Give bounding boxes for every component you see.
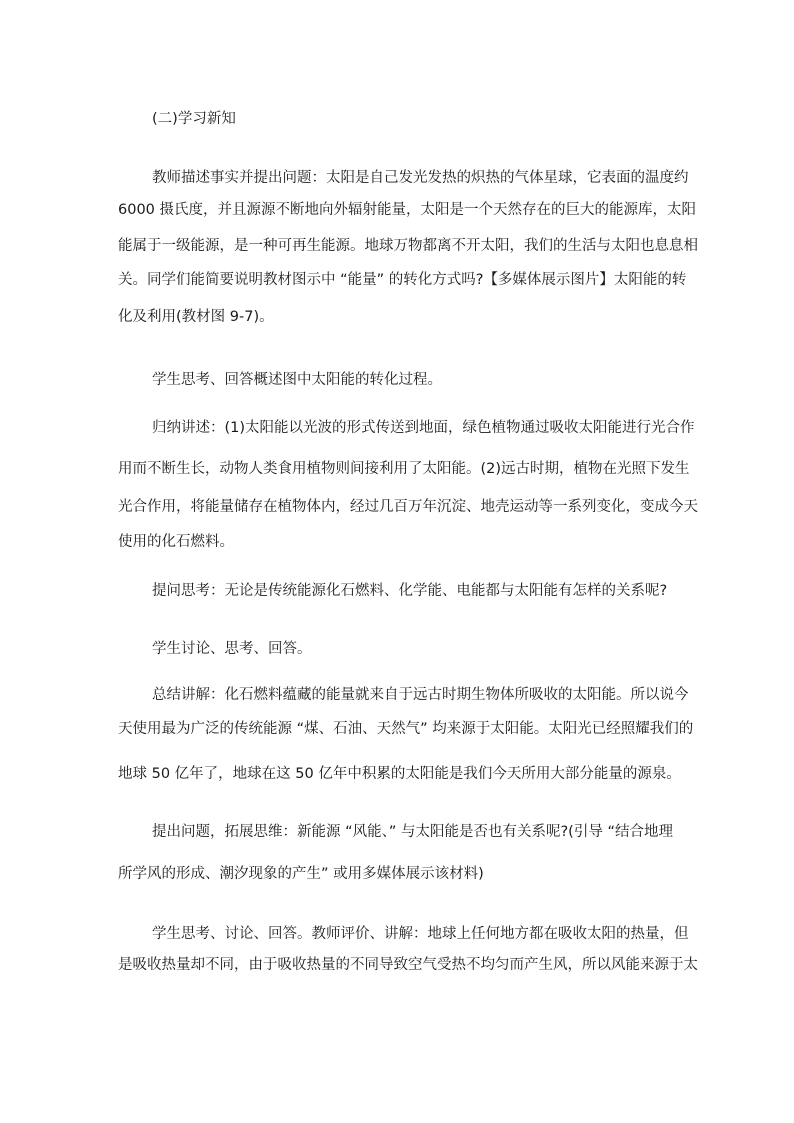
paragraph-line: 使用的化石燃料。 (118, 534, 234, 550)
paragraph-line: 光合作用，将能量储存在植物体内，经过几百万年沉淀、地壳运动等一系列变化，变成今天 (118, 499, 698, 515)
paragraph-line: 6000 摄氏度，并且源源不断地向外辐射能量，太阳是一个天然存在的巨大的能源库，太阳 (118, 202, 697, 218)
section-heading: (二)学习新知 (152, 111, 236, 127)
paragraph-line: 总结讲解：化石燃料蕴藏的能量就来自于远古时期生物体所吸收的太阳能。所以说今 (152, 687, 689, 703)
paragraph-line: 提问思考：无论是传统能源化石燃料、化学能、电能都与太阳能有怎样的关系呢? (152, 583, 668, 599)
paragraph-line: 天使用最为广泛的传统能源 “煤、石油、天然气” 均来源于太阳能。太阳光已经照耀我们的 (118, 721, 694, 737)
paragraph-line: 归纳讲述：(1)太阳能以光波的形式传送到地面，绿色植物通过吸收太阳能进行光合作 (152, 420, 695, 436)
paragraph-line: 用而不断生长，动物人类食用植物则间接利用了太阳能。(2)远古时期，植物在光照下发生 (118, 461, 690, 477)
paragraph-line: 关。同学们能简要说明教材图示中 “能量” 的转化方式吗?【多媒体展示图片】太阳能的转 (118, 272, 687, 288)
paragraph-line: 提出问题，拓展思维：新能源 “风能、” 与太阳能是否也有关系呢?(引导 “结合地理 (152, 824, 673, 840)
paragraph-line: 教师描述事实并提出问题：太阳是自己发光发热的炽热的气体星球，它表面的温度约 (152, 170, 689, 186)
paragraph-line: 学生思考、回答概述图中太阳能的转化过程。 (152, 372, 442, 388)
paragraph-line: 是吸收热量却不同，由于吸收热量的不同导致空气受热不均匀而产生风，所以风能来源于太 (118, 957, 698, 973)
paragraph-line: 地球 50 亿年了，地球在这 50 亿年中积累的太阳能是我们今天所用大部分能量的源泉。 (118, 766, 681, 782)
paragraph-line: 能属于一级能源，是一种可再生能源。地球万物都离不开太阳，我们的生活与太阳也息息相 (118, 238, 698, 254)
paragraph-line: 化及利用(教材图 9-7)。 (118, 309, 274, 325)
paragraph-line: 学生讨论、思考、回答。 (152, 641, 312, 657)
paragraph-line: 所学风的形成、潮汐现象的产生” 或用多媒体展示该材料) (118, 866, 484, 882)
paragraph-line: 学生思考、讨论、回答。教师评价、讲解：地球上任何地方都在吸收太阳的热量，但 (152, 926, 689, 942)
